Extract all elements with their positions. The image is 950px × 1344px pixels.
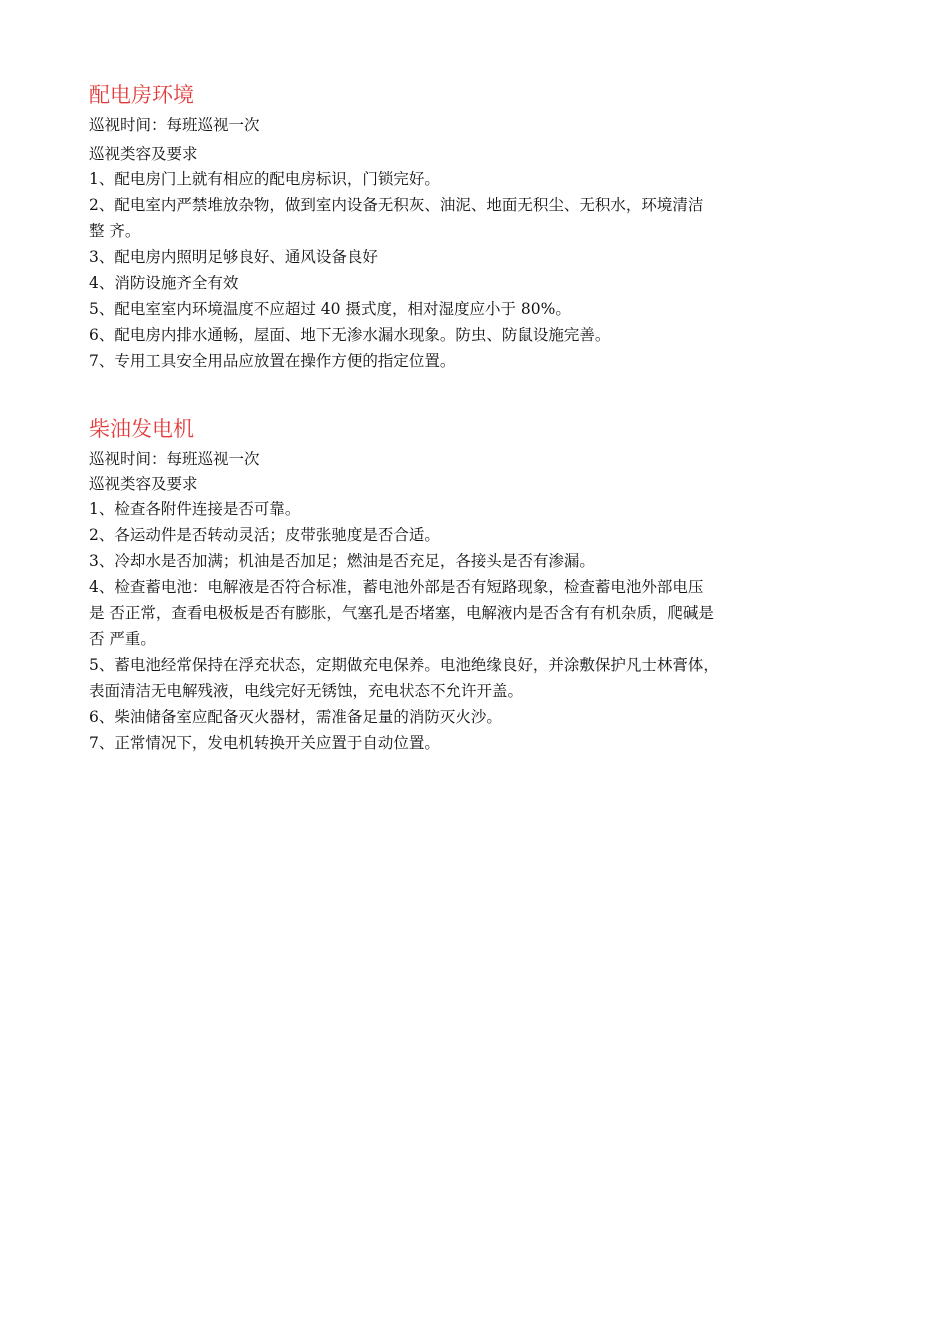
- requirements-list: [89, 167, 879, 374]
- list-item-continuation: 表面清洁无电解残液，电线完好无锈蚀，充电状态不允许开盖。: [89, 682, 524, 700]
- list-item: 4、检查蓄电池：电解液是否符合标准，蓄电池外部是否有短路现象，检查蓄电池外部电压: [89, 578, 704, 596]
- section-diesel-generator: [89, 414, 879, 757]
- list-item: 7、正常情况下，发电机转换开关应置于自动位置。: [89, 734, 440, 752]
- list-item: 1、检查各附件连接是否可靠。: [89, 500, 301, 518]
- inspection-time: 巡视时间：每班巡视一次: [89, 116, 260, 134]
- list-item: 6、柴油储备室应配备灭火器材，需准备足量的消防灭火沙。: [89, 708, 502, 726]
- list-item: 2、各运动件是否转动灵活；皮带张驰度是否合适。: [89, 526, 440, 544]
- list-item: 4、消防设施齐全有效: [89, 274, 239, 292]
- list-item: 5、蓄电池经常保持在浮充状态，定期做充电保养。电池绝缘良好，并涂敷保护凡士林膏体，: [89, 656, 719, 674]
- list-item: 3、冷却水是否加满；机油是否加足；燃油是否充足，各接头是否有渗漏。: [89, 552, 595, 570]
- requirements-heading: 巡视类容及要求: [89, 145, 198, 163]
- section-title: 柴油发电机: [89, 417, 194, 441]
- section-power-room: [89, 80, 879, 375]
- requirements-list: [89, 497, 879, 756]
- list-item: 7、专用工具安全用品应放置在操作方便的指定位置。: [89, 352, 456, 370]
- list-item: 5、配电室室内环境温度不应超过 40 摄式度，相对湿度应小于 80%。: [89, 300, 571, 318]
- list-item-continuation: 是 否正常，查看电极板是否有膨胀，气塞孔是否堵塞，电解液内是否含有有机杂质，爬碱是: [89, 604, 714, 622]
- inspection-time: 巡视时间：每班巡视一次: [89, 450, 260, 468]
- list-item-continuation: 否 严重。: [89, 630, 156, 648]
- list-item: 2、配电室内严禁堆放杂物，做到室内设备无积灰、油泥、地面无积尘、无积水，环境清洁: [89, 196, 704, 214]
- list-item-continuation: 整 齐。: [89, 222, 141, 240]
- requirements-heading: 巡视类容及要求: [89, 475, 198, 493]
- section-title: 配电房环境: [89, 83, 194, 107]
- list-item: 1、配电房门上就有相应的配电房标识，门锁完好。: [89, 170, 440, 188]
- list-item: 3、配电房内照明足够良好、通风设备良好: [89, 248, 378, 266]
- list-item: 6、配电房内排水通畅，屋面、地下无渗水漏水现象。防虫、防鼠设施完善。: [89, 326, 611, 344]
